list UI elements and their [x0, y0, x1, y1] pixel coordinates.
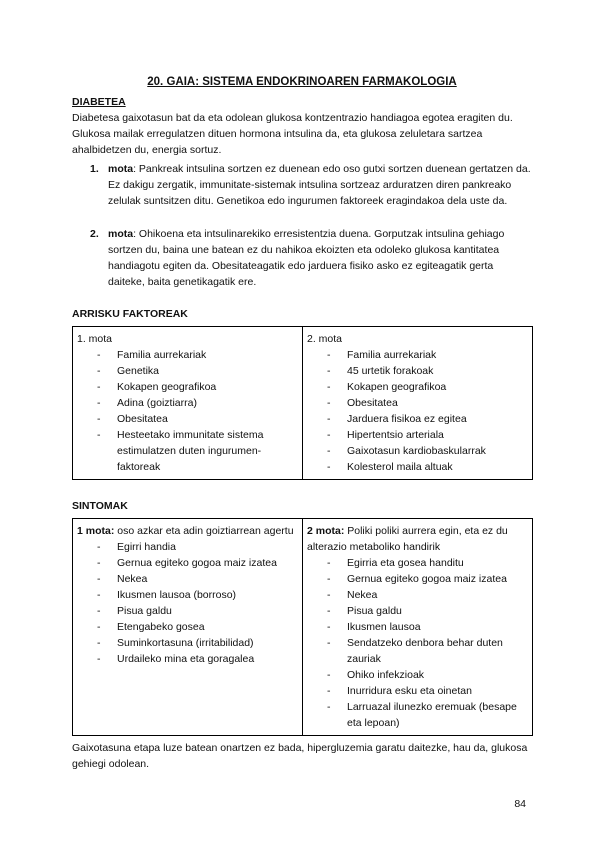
list-item: - 45 urtetik forakoak: [307, 363, 528, 379]
title-rest: Poliki poliki aurrera egin, eta ez du alterazio metaboliko handirik: [307, 525, 508, 553]
symptoms-list-type1: [77, 539, 298, 667]
list-item: - Familia aurrekariak: [307, 347, 528, 363]
list-item: - Etengabeko gosea: [77, 619, 298, 635]
list-item: - Gernua egiteko gogoa maiz izatea: [307, 571, 528, 587]
list-item: - Egirri handia: [77, 539, 298, 555]
list-item: - Hesteetako immunitate sistema estimulatzen duten ingurumen-faktoreak: [77, 427, 298, 475]
title-bold: 1 mota:: [77, 525, 115, 537]
closing-paragraph: Gaixotasuna etapa luze batean onartzen ez bada, hipergluzemia garatu daitezke, hau da, glukosa gehiegi odolean.: [72, 742, 528, 770]
type-label: mota: [108, 228, 134, 240]
list-item: - Kolesterol maila altuak: [307, 459, 528, 475]
list-item: - Adina (goiztiarra): [77, 395, 298, 411]
title-bold: 2 mota:: [307, 525, 345, 537]
symptoms-col-title: [307, 523, 528, 555]
list-item: - Obesitatea: [77, 411, 298, 427]
risk-list-type2: [307, 347, 528, 475]
risk-col-title: 2. mota: [307, 333, 343, 345]
list-item: - Nekea: [77, 571, 298, 587]
risk-factors-table: [72, 326, 533, 480]
list-number: 2.: [90, 228, 99, 240]
list-item: - Suminkortasuna (irritabilidad): [77, 635, 298, 651]
list-item: - Pisua galdu: [307, 603, 528, 619]
symptoms-table: [72, 518, 533, 736]
list-item: - Kokapen geografikoa: [307, 379, 528, 395]
document-page: [72, 74, 532, 772]
diabetes-type-1: [72, 161, 532, 209]
list-item: - Inurridura esku eta oinetan: [307, 683, 528, 699]
page-title: 20. GAIA: SISTEMA ENDOKRINOAREN FARMAKOLOGIA: [147, 76, 457, 88]
list-item: - Obesitatea: [307, 395, 528, 411]
symptoms-list-type2: [307, 555, 528, 731]
diabetes-heading: DIABETEA: [72, 96, 126, 108]
list-item: - Ikusmen lausoa (borroso): [77, 587, 298, 603]
list-item: - Larruazal ilunezko eremuak (besape eta lepoan): [307, 699, 528, 731]
risk-factors-heading: ARRISKU FAKTOREAK: [72, 308, 188, 320]
list-item: - Genetika: [77, 363, 298, 379]
list-item: - Egirria eta gosea handitu: [307, 555, 528, 571]
diabetes-type-2: [72, 226, 532, 290]
diabetes-intro: Diabetesa gaixotasun bat da eta odolean glukosa kontzentrazio handiagoa egotea eragiten du. Glukosa mailak erregulatzen dituen hormona intsulina da, eta glukosa zeluletara sartzea ahalbidetzen du, energia sortuz.: [72, 112, 513, 156]
list-item: - Familia aurrekariak: [77, 347, 298, 363]
list-item: - Nekea: [307, 587, 528, 603]
list-item: - Ohiko infekzioak: [307, 667, 528, 683]
type-description: : Pankreak intsulina sortzen ez duenean edo oso gutxi sortzen duenean gertatzen da. Ez dakigu zergatik, immunitate-sistemak intsulina sortzeaz arduratzen diren pankreako zelulak suntsitzen ditu. Genetikoa edo ingurumen faktoreek eragindakoa dela uste da.: [108, 163, 531, 207]
list-item: - Hipertentsio arteriala: [307, 427, 528, 443]
type-description: : Ohikoena eta intsulinarekiko erresistentzia duena. Gorputzak intsulina gehiago sortzen du, baina une batean ez du nahikoa ekoizten eta odoleko glukosa kantitatea handiagotu egiten da. Obesitateagatik edo jarduera fisiko asko ez egiteagatik gerta daiteke, baita genetikagatik ere.: [108, 228, 505, 288]
page-number: 84: [514, 798, 526, 810]
risk-col-title: 1. mota: [77, 333, 113, 345]
type-label: mota: [108, 163, 134, 175]
symptoms-col-type2: [303, 519, 533, 736]
list-item: - Sendatzeko denbora behar duten zauriak: [307, 635, 528, 667]
list-item: - Jarduera fisikoa ez egitea: [307, 411, 528, 427]
list-item: - Ikusmen lausoa: [307, 619, 528, 635]
list-item: - Urdaileko mina eta goragalea: [77, 651, 298, 667]
title-rest: oso azkar eta adin goiztiarrean agertu: [114, 525, 294, 537]
symptoms-col-title: [77, 523, 298, 539]
list-number: 1.: [90, 163, 99, 175]
risk-col-type1: [73, 327, 303, 480]
list-item: - Pisua galdu: [77, 603, 298, 619]
symptoms-heading: SINTOMAK: [72, 500, 128, 512]
list-item: - Kokapen geografikoa: [77, 379, 298, 395]
symptoms-col-type1: [73, 519, 303, 736]
list-item: - Gaixotasun kardiobaskularrak: [307, 443, 528, 459]
list-item: - Gernua egiteko gogoa maiz izatea: [77, 555, 298, 571]
risk-list-type1: [77, 347, 298, 475]
diabetes-types-list: [72, 161, 532, 290]
spacer: [72, 209, 532, 223]
risk-col-type2: [303, 327, 533, 480]
